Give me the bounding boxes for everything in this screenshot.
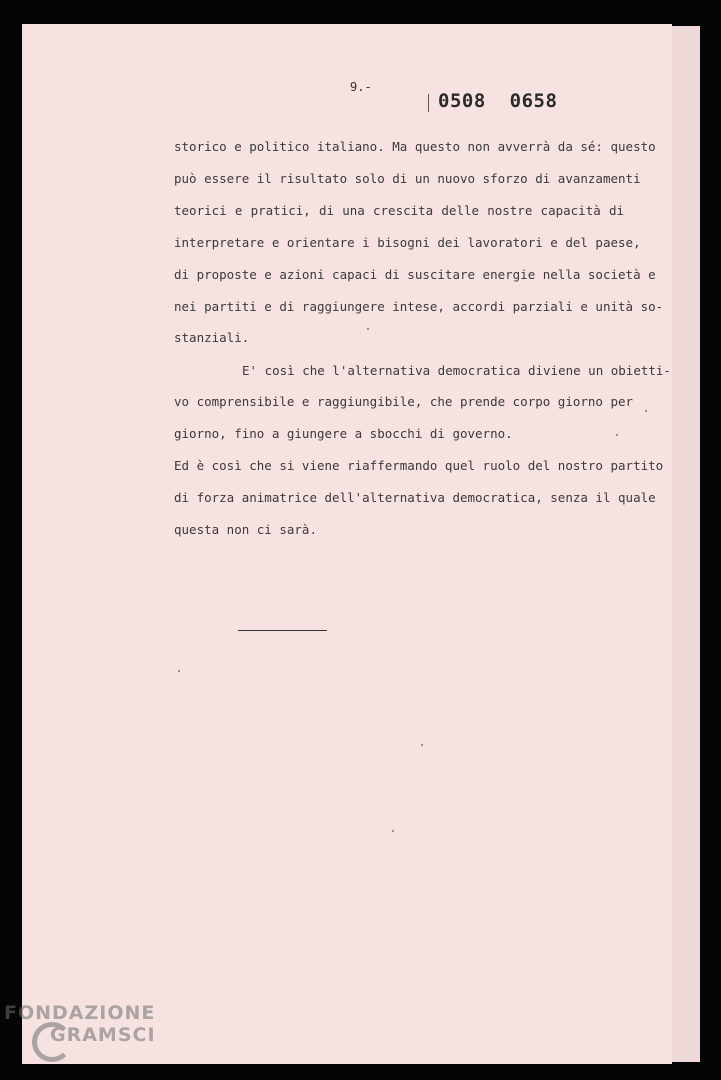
body-line: Ed è così che si viene riaffermando quel ruolo del nostro partito xyxy=(174,458,664,473)
body-line: nei partiti e di raggiungere intese, accordi parziali e unità so- xyxy=(174,299,664,314)
body-line: di forza animatrice dell'alternativa democratica, senza il quale xyxy=(174,490,656,505)
paper-speck xyxy=(392,830,394,832)
archive-watermark-logo xyxy=(4,1002,156,1046)
body-line: di proposte e azioni capaci di suscitare energie nella società e xyxy=(174,267,656,282)
body-line: E' così che l'alternativa democratica diviene un obietti- xyxy=(242,363,671,378)
logo-line-2: GRAMSCI xyxy=(50,1024,156,1046)
paper-speck xyxy=(616,434,618,436)
body-line: può essere il risultato solo di un nuovo sforzo di avanzamenti xyxy=(174,171,641,186)
body-line: stanziali. xyxy=(174,330,250,345)
body-line: teorici e pratici, di una crescita delle nostre capacità di xyxy=(174,203,624,218)
body-line: questa non ci sarà. xyxy=(174,522,317,537)
body-line: interpretare e orientare i bisogni dei lavoratori e del paese, xyxy=(174,235,641,250)
paper-speck xyxy=(645,410,647,412)
logo-line-1: FONDAZIONE xyxy=(4,1002,156,1024)
body-line: vo comprensibile e raggiungibile, che prende corpo giorno per xyxy=(174,394,634,409)
logo-ring-icon xyxy=(32,1022,72,1062)
page-number: 9.- xyxy=(350,80,372,94)
document-id-stamp: 0508 0658 xyxy=(438,90,558,112)
closing-rule xyxy=(238,630,327,631)
paper-speck xyxy=(367,328,369,330)
body-line: giorno, fino a giungere a sbocchi di governo. xyxy=(174,426,513,441)
paper-speck xyxy=(178,670,180,672)
document-id-mark xyxy=(428,94,429,112)
body-line: storico e politico italiano. Ma questo non avverrà da sé: questo xyxy=(174,139,656,154)
paper-speck xyxy=(421,744,423,746)
